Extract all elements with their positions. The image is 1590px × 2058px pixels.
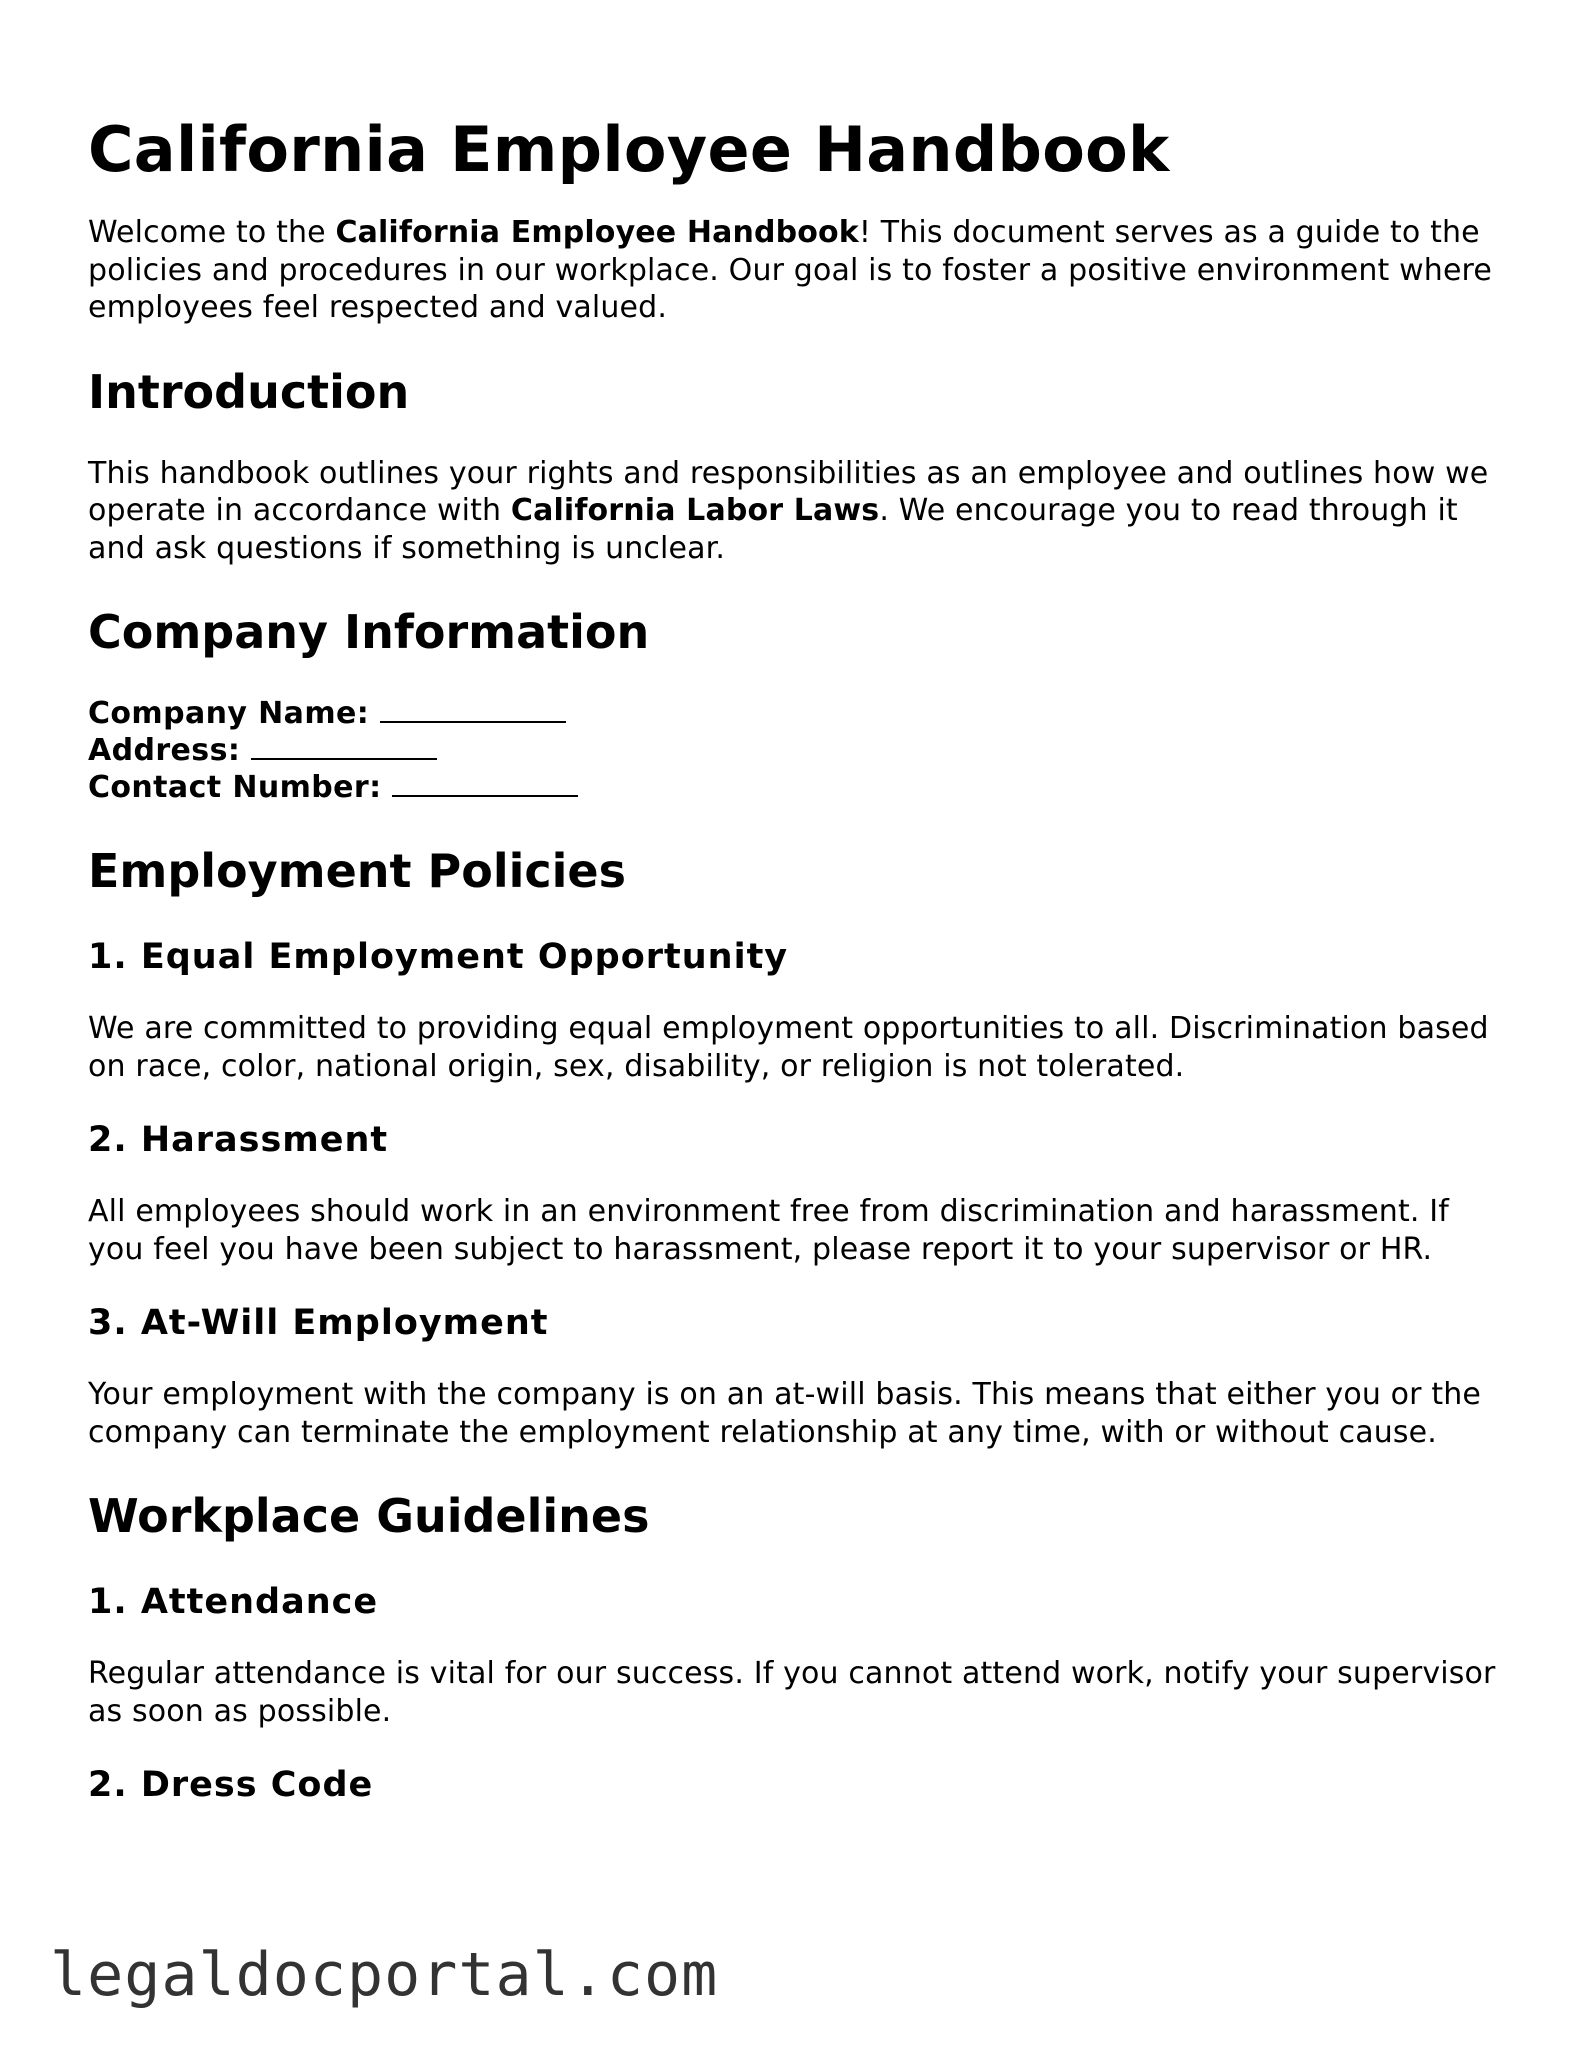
contact-number-label: Contact Number: — [88, 770, 382, 805]
workplace-guidelines-heading: Workplace Guidelines — [88, 1489, 650, 1543]
introduction-bold-text: California Labor Laws — [510, 493, 880, 528]
policy-text-harassment: All employees should work in an environment free from discrimination and harassment. If you feel you have been subject to harassment, please report it to your supervisor or HR. — [88, 1194, 1449, 1267]
policy-title-equal-employment: 1. Equal Employment Opportunity — [88, 937, 789, 977]
document-page — [88, 108, 1508, 1838]
contact-number-field[interactable] — [88, 769, 1508, 806]
introduction-text-start: This handbook outlines your rights and responsibilities as an employee and outlines how we operate in accordance with — [88, 455, 1489, 528]
policy-text-equal-employment: We are committed to providing equal employment opportunities to all. Discrimination based on race, color, national origin, sex, disability, or religion is not tolerated. — [88, 1011, 1489, 1084]
page-title: California Employee Handbook — [88, 113, 1170, 186]
welcome-bold-text: California Employee Handbook — [335, 215, 859, 250]
guideline-text-attendance: Regular attendance is vital for our success. If you cannot attend work, notify your supervisor as soon as possible. — [88, 1656, 1496, 1729]
company-information-fields — [88, 695, 1508, 806]
address-blank[interactable] — [251, 734, 437, 760]
policy-text-at-will: Your employment with the company is on an at-will basis. This means that either you or the company can terminate the employment relationship at any time, with or without cause. — [88, 1377, 1482, 1450]
guideline-title-dress-code: 2. Dress Code — [88, 1765, 374, 1805]
policy-title-harassment: 2. Harassment — [88, 1120, 389, 1160]
introduction-paragraph — [88, 455, 1508, 568]
introduction-text-end: . We encourage you to read through it and ask questions if something is unclear. — [88, 493, 1458, 566]
address-label: Address: — [88, 733, 241, 768]
guideline-title-attendance: 1. Attendance — [88, 1582, 379, 1622]
contact-number-blank[interactable] — [392, 771, 578, 797]
welcome-text-start: Welcome to the — [88, 215, 336, 250]
company-name-field[interactable] — [88, 695, 1508, 732]
address-field[interactable] — [88, 732, 1508, 769]
company-name-blank[interactable] — [380, 697, 566, 723]
welcome-paragraph — [88, 214, 1508, 327]
introduction-heading: Introduction — [88, 364, 410, 419]
company-name-label: Company Name: — [88, 696, 370, 731]
policy-title-at-will: 3. At-Will Employment — [88, 1303, 549, 1343]
company-information-heading: Company Information — [88, 605, 650, 659]
watermark: legaldocportal.com — [50, 1940, 719, 2010]
employment-policies-heading: Employment Policies — [88, 844, 626, 898]
welcome-text-end: ! This document serves as a guide to the policies and procedures in our workplace. Our goal is to foster a positive environment where employees feel respected and valued. — [88, 215, 1492, 325]
